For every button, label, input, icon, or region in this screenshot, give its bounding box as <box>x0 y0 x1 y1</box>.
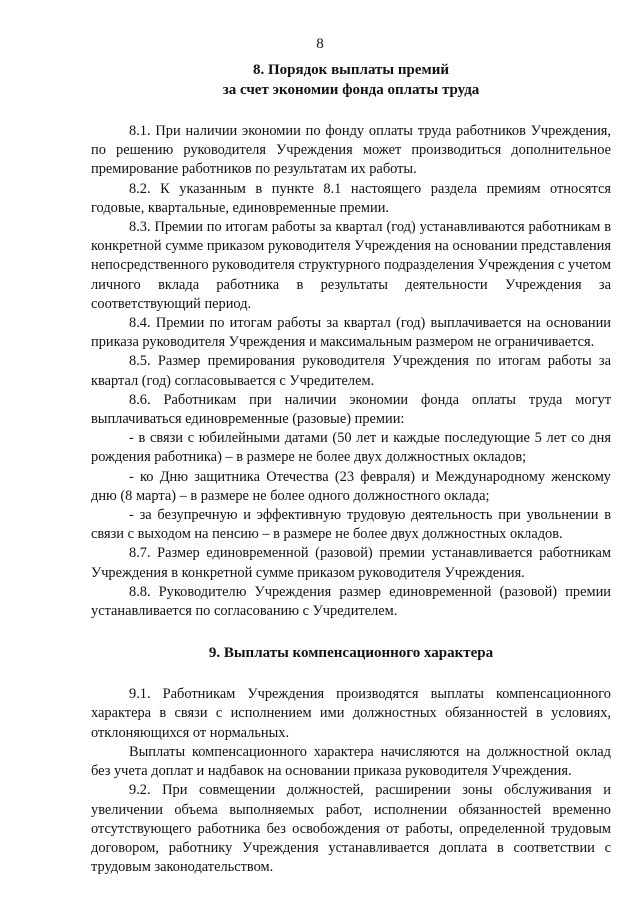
paragraph-8-4: 8.4. Премии по итогам работы за квартал (год) выплачивается на основании приказа руководителя Учреждения и максимальным размером не ограничивается. <box>91 315 611 351</box>
page-number: 8 <box>316 36 324 52</box>
paragraph-8-7: 8.7. Размер единовременной (разовой) премии устанавливается работникам Учреждения в конкретной сумме приказом руководителя Учреждения. <box>91 545 611 581</box>
paragraph-8-1: 8.1. При наличии экономии по фонду оплаты труда работников Учреждения, по решению руководителя Учреждения может производиться дополнительное премирование работников по результатам их работы. <box>91 123 611 178</box>
paragraph-8-5: 8.5. Размер премирования руководителя Учреждения по итогам работы за квартал (год) согласовывается с Учредителем. <box>91 353 611 389</box>
paragraph-8-2: 8.2. К указанным в пункте 8.1 настоящего раздела премиям относятся годовые, квартальные, единовременные премии. <box>91 180 611 216</box>
paragraph-8-3: 8.3. Премии по итогам работы за квартал (год) устанавливаются работникам в конкретной сумме приказом руководителя Учреждения на основании представления непосредственного руководителя структурного подразделения Учреждения с учетом личного вклада работника в результаты деятельности Учреждения за соответствующий период. <box>91 219 611 312</box>
document-body <box>91 60 611 877</box>
paragraph-9-1: 9.1. Работникам Учреждения производятся выплаты компенсационного характера в связи с исполнением ими должностных обязанностей в условиях, отклоняющихся от нормальных. <box>91 686 611 741</box>
section-9-heading: 9. Выплаты компенсационного характера <box>208 645 494 662</box>
list-item-retirement: - за безупречную и эффективную трудовую деятельность при увольнении в связи с выходом на пенсию – в размере не более двух должностных окладов. <box>91 507 611 543</box>
section-8-heading <box>91 60 611 100</box>
list-item-holidays: - ко Дню защитника Отечества (23 февраля) и Международному женскому дню (8 марта) – в размере не более одного должностного оклада; <box>91 468 611 504</box>
list-item-jubilee: - в связи с юбилейными датами (50 лет и каждые последующие 5 лет со дня рождения работника) – в размере не более двух должностных окладов; <box>91 430 611 466</box>
paragraph-8-8: 8.8. Руководителю Учреждения размер единовременной (разовой) премии устанавливается по согласованию с Учредителем. <box>91 583 611 620</box>
section-8-title-line-1: 8. Порядок выплаты премий <box>252 62 450 78</box>
paragraph-8-6: 8.6. Работникам при наличии экономии фонда оплаты труда могут выплачиваться единовременные (разовые) премии: <box>91 391 611 428</box>
paragraph-9-1-continued: Выплаты компенсационного характера начисляются на должностной оклад без учета доплат и надбавок на основании приказа руководителя Учреждения. <box>91 743 611 780</box>
section-8-title-line-2: за счет экономии фонда оплаты труда <box>222 82 480 98</box>
paragraph-9-2: 9.2. При совмещении должностей, расширении зоны обслуживания и увеличении объема выполняемых работ, исполнении обязанностей временно отсутствующего работника без освобождения от работы, определенной трудовым договором, работнику Учреждения устанавливается доплата в соответствии с трудовым законодательством. <box>91 782 611 876</box>
